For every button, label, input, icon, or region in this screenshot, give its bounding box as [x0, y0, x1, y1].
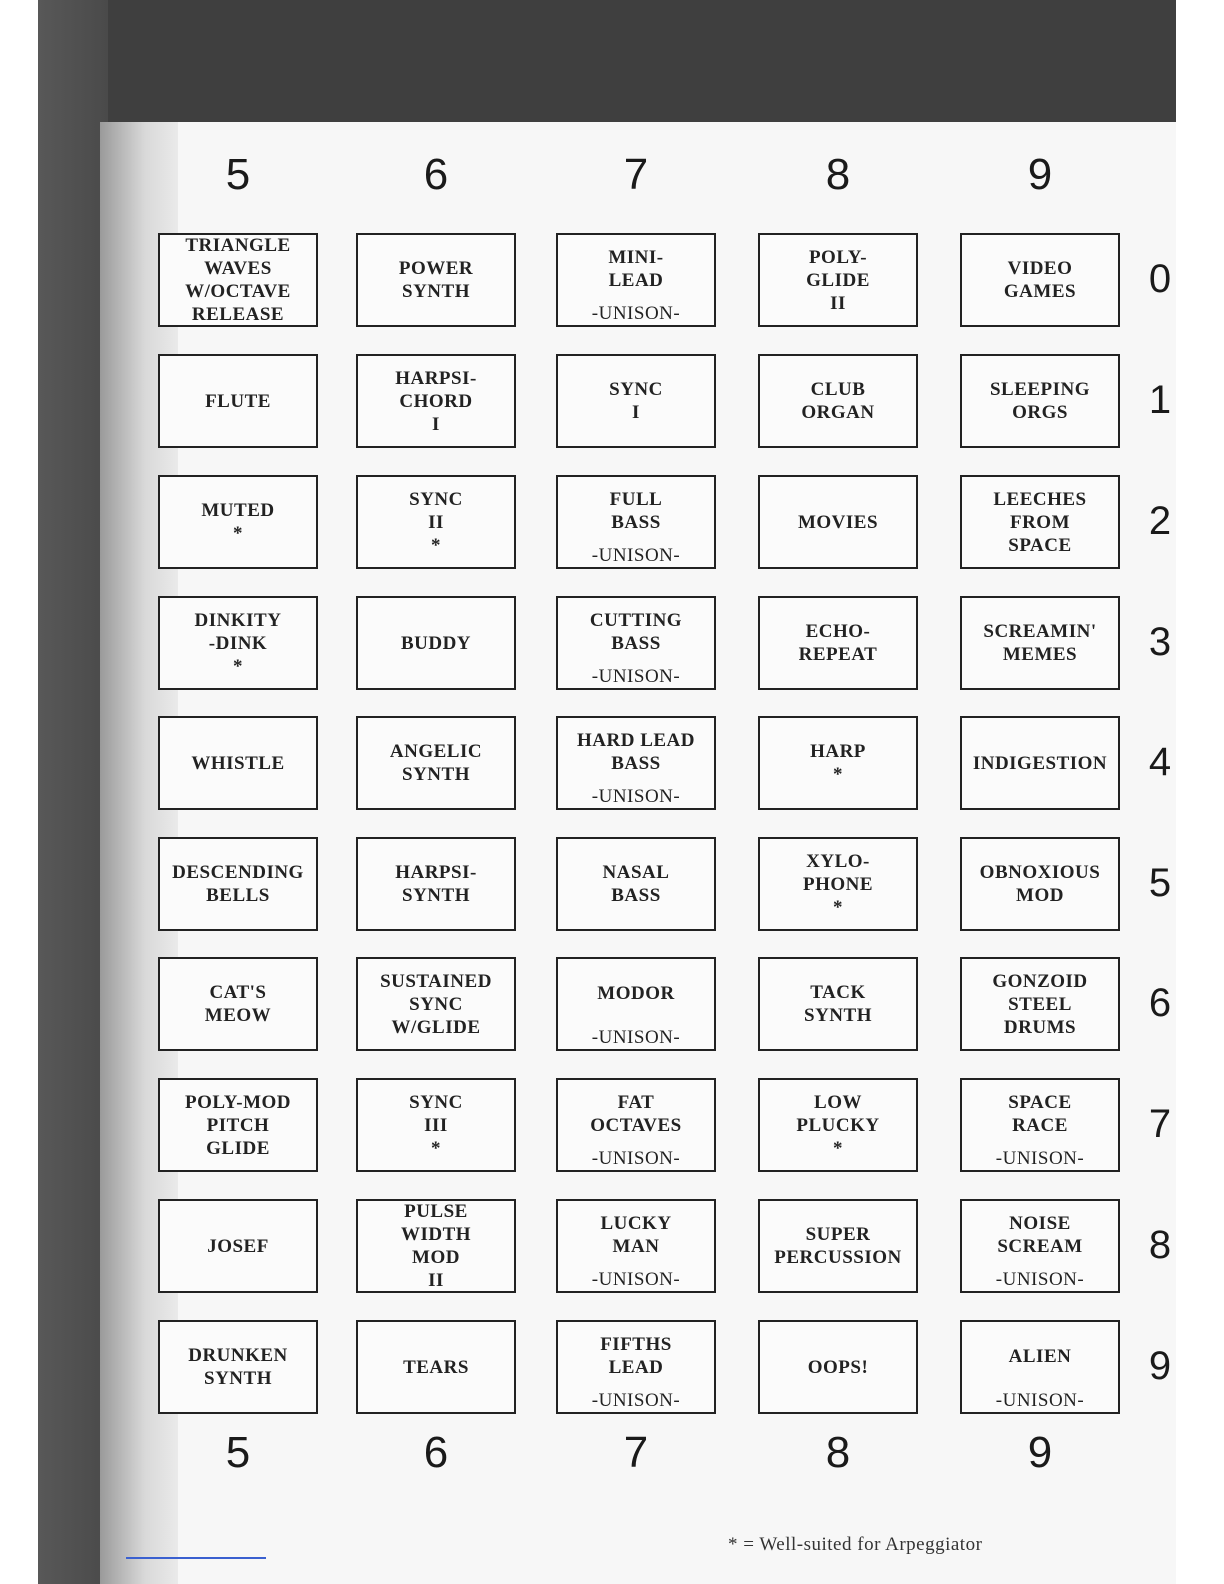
unison-label: -UNISON-: [995, 1390, 1085, 1411]
column-header-top: 7: [623, 150, 649, 199]
preset-cell: [356, 837, 516, 931]
preset-name: CLUB ORGAN: [801, 379, 875, 423]
preset-name: TEARS: [403, 1356, 469, 1378]
column-header-bottom: 6: [423, 1428, 449, 1477]
preset-cell: [356, 354, 516, 448]
preset-cell: [158, 596, 318, 690]
left-margin: [0, 0, 38, 1584]
preset-name: VIDEO GAMES: [1003, 258, 1077, 302]
preset-cell: [356, 233, 516, 327]
preset-name: POLY-MOD PITCH GLIDE: [184, 1091, 292, 1159]
blue-underline-mark: [126, 1557, 266, 1559]
preset-cell: [960, 837, 1120, 931]
unison-label: -UNISON-: [591, 786, 681, 807]
row-header: 9: [1148, 1344, 1172, 1388]
preset-cell: [356, 957, 516, 1051]
preset-cell: [556, 1199, 716, 1293]
preset-cell: [960, 475, 1120, 569]
column-header-top: 6: [423, 150, 449, 199]
preset-name: SYNC I: [609, 379, 663, 423]
preset-name: POLY- GLIDE II: [806, 246, 870, 314]
preset-cell: [158, 233, 318, 327]
preset-cell: [758, 716, 918, 810]
preset-cell: [356, 1320, 516, 1414]
preset-cell: [960, 716, 1120, 810]
preset-name: XYLO- PHONE *: [802, 850, 874, 918]
column-header-top: 5: [225, 150, 251, 199]
preset-cell: [556, 837, 716, 931]
row-header: 1: [1148, 378, 1172, 422]
unison-label: -UNISON-: [995, 1148, 1085, 1169]
preset-cell: [960, 957, 1120, 1051]
preset-name: SPACE RACE: [1008, 1092, 1072, 1136]
preset-cell: [758, 596, 918, 690]
preset-name: LOW PLUCKY *: [796, 1091, 880, 1159]
preset-name: NASAL BASS: [602, 862, 670, 906]
preset-name: INDIGESTION: [972, 752, 1108, 774]
preset-name: TRIANGLE WAVES W/OCTAVE RELEASE: [185, 235, 291, 325]
row-header: 6: [1148, 981, 1172, 1025]
preset-name: HARP *: [810, 741, 866, 785]
preset-name: OBNOXIOUS MOD: [979, 862, 1101, 906]
row-header: 4: [1148, 740, 1172, 784]
preset-cell: [356, 596, 516, 690]
unison-label: -UNISON-: [591, 1269, 681, 1290]
preset-cell: [158, 1320, 318, 1414]
preset-cell: [556, 957, 716, 1051]
preset-cell: [758, 354, 918, 448]
preset-cell: [158, 957, 318, 1051]
preset-name: DINKITY -DINK *: [194, 609, 282, 677]
preset-cell: [758, 957, 918, 1051]
unison-label: -UNISON-: [591, 545, 681, 566]
preset-cell: [556, 716, 716, 810]
arpeggiator-footnote: * = Well-suited for Arpeggiator: [728, 1534, 983, 1555]
preset-name: CAT'S MEOW: [204, 982, 272, 1026]
preset-cell: [356, 1199, 516, 1293]
top-dark-background: [0, 0, 1224, 130]
preset-name: JOSEF: [207, 1235, 269, 1257]
preset-cell: [758, 475, 918, 569]
preset-cell: [158, 1078, 318, 1172]
preset-cell: [158, 1199, 318, 1293]
preset-name: POWER SYNTH: [398, 258, 474, 302]
preset-name: FLUTE: [205, 390, 271, 412]
preset-name: OOPS!: [807, 1356, 869, 1378]
preset-name: SCREAMIN' MEMES: [983, 621, 1097, 665]
preset-name: HARPSI- CHORD I: [395, 367, 477, 435]
preset-name: HARPSI- SYNTH: [395, 862, 477, 906]
preset-name: SUPER PERCUSSION: [774, 1224, 902, 1268]
preset-cell: [960, 1199, 1120, 1293]
preset-cell: [158, 475, 318, 569]
preset-cell: [758, 1078, 918, 1172]
preset-name: DESCENDING BELLS: [172, 862, 304, 906]
preset-name: DRUNKEN SYNTH: [188, 1345, 288, 1389]
preset-cell: [960, 1320, 1120, 1414]
preset-cell: [356, 716, 516, 810]
preset-name: FULL BASS: [609, 489, 663, 533]
preset-name: FAT OCTAVES: [590, 1092, 682, 1136]
preset-cell: [960, 1078, 1120, 1172]
preset-cell: [556, 1078, 716, 1172]
row-header: 2: [1148, 499, 1172, 543]
column-header-bottom: 5: [225, 1428, 251, 1477]
preset-cell: [556, 354, 716, 448]
preset-name: ALIEN: [1008, 1345, 1072, 1367]
preset-cell: [960, 596, 1120, 690]
preset-name: MODOR: [597, 982, 675, 1004]
preset-cell: [356, 1078, 516, 1172]
row-header: 8: [1148, 1223, 1172, 1267]
column-header-top: 8: [825, 150, 851, 199]
preset-name: SYNC III *: [409, 1091, 463, 1159]
column-header-bottom: 7: [623, 1428, 649, 1477]
preset-cell: [960, 354, 1120, 448]
preset-name: NOISE SCREAM: [997, 1213, 1083, 1257]
preset-name: MUTED *: [201, 500, 275, 544]
preset-cell: [758, 1320, 918, 1414]
preset-name: ECHO- REPEAT: [798, 621, 878, 665]
row-header: 3: [1148, 620, 1172, 664]
unison-label: -UNISON-: [591, 1148, 681, 1169]
preset-name: MOVIES: [797, 511, 879, 533]
preset-cell: [356, 475, 516, 569]
preset-cell: [556, 475, 716, 569]
column-header-bottom: 9: [1027, 1428, 1053, 1477]
preset-name: SLEEPING ORGS: [989, 379, 1091, 423]
scan-shadow: [38, 0, 108, 1584]
column-header-bottom: 8: [825, 1428, 851, 1477]
row-header: 5: [1148, 861, 1172, 905]
preset-name: PULSE WIDTH MOD II: [400, 1201, 472, 1291]
preset-cell: [158, 354, 318, 448]
unison-label: -UNISON-: [591, 1027, 681, 1048]
preset-name: ANGELIC SYNTH: [389, 741, 483, 785]
preset-cell: [158, 837, 318, 931]
preset-cell: [556, 596, 716, 690]
unison-label: -UNISON-: [591, 303, 681, 324]
row-header: 7: [1148, 1102, 1172, 1146]
preset-cell: [758, 1199, 918, 1293]
row-header: 0: [1148, 257, 1172, 301]
unison-label: -UNISON-: [591, 1390, 681, 1411]
column-header-top: 9: [1027, 150, 1053, 199]
preset-name: LUCKY MAN: [600, 1213, 672, 1257]
preset-name: HARD LEAD BASS: [577, 730, 695, 774]
preset-cell: [758, 837, 918, 931]
unison-label: -UNISON-: [591, 666, 681, 687]
preset-cell: [556, 233, 716, 327]
right-margin: [1176, 0, 1224, 1584]
preset-name: FIFTHS LEAD: [600, 1334, 672, 1378]
preset-name: SUSTAINED SYNC W/GLIDE: [380, 970, 492, 1038]
preset-cell: [960, 233, 1120, 327]
preset-cell: [158, 716, 318, 810]
preset-name: GONZOID STEEL DRUMS: [992, 970, 1088, 1038]
preset-name: LEECHES FROM SPACE: [993, 488, 1087, 556]
preset-name: WHISTLE: [191, 752, 285, 774]
preset-name: SYNC II *: [409, 488, 463, 556]
preset-cell: [556, 1320, 716, 1414]
preset-name: MINI- LEAD: [608, 247, 664, 291]
preset-name: BUDDY: [400, 632, 472, 654]
preset-cell: [758, 233, 918, 327]
preset-name: CUTTING BASS: [589, 610, 683, 654]
unison-label: -UNISON-: [995, 1269, 1085, 1290]
preset-name: TACK SYNTH: [804, 982, 872, 1026]
